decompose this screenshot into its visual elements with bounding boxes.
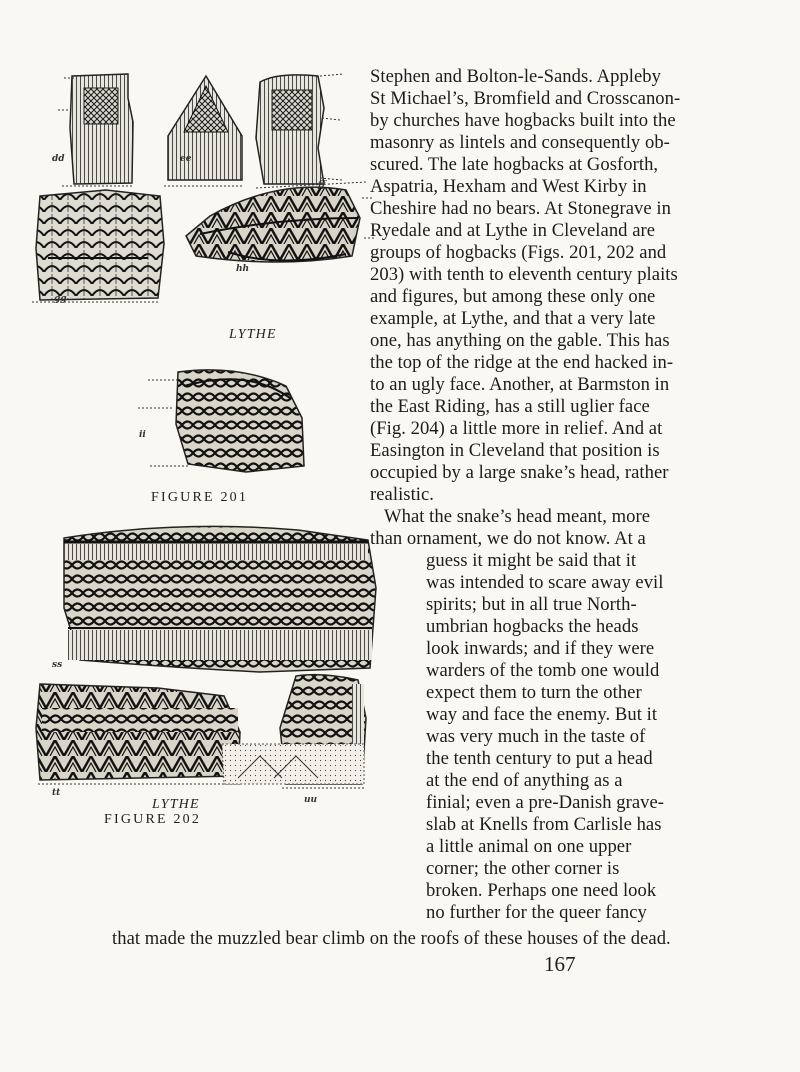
fig202-end-tt — [36, 684, 242, 784]
text-line: to an ugly face. Another, at Barmston in — [370, 374, 670, 395]
text-line: What the snake’s head meant, more — [384, 506, 650, 527]
text-line: finial; even a pre-Danish grave- — [426, 792, 665, 813]
fig201-label-ii: ii — [139, 430, 146, 440]
text-line: at the end of anything as a — [426, 770, 623, 791]
text-line: Cheshire had no bears. At Stonegrave in — [370, 198, 671, 219]
text-line: realistic. — [370, 484, 434, 505]
fig201-label-gg: gg — [54, 294, 67, 304]
fig202-label-uu: uu — [304, 795, 318, 805]
fig201-label-dd: dd — [52, 154, 65, 164]
text-line: occupied by a large snake’s head, rather — [370, 462, 669, 483]
text-line: umbrian hogbacks the heads — [426, 616, 639, 637]
figure-illustrations — [28, 68, 388, 858]
text-line: 203) with tenth to eleventh century plaits — [370, 264, 678, 285]
text-line: Ryedale and at Lythe in Cleveland are — [370, 220, 656, 241]
text-line: masonry as lintels and consequently ob- — [370, 132, 670, 153]
text-line: corner; the other corner is — [426, 858, 620, 879]
text-line: broken. Perhaps one need look — [426, 880, 657, 901]
fig202-label-ss: ss — [52, 660, 63, 670]
text-line: than ornament, we do not know. At a — [370, 528, 646, 549]
text-line: no further for the queer fancy — [426, 902, 647, 923]
text-line: a little animal on one upper — [426, 836, 632, 857]
text-line: the tenth century to put a head — [426, 748, 653, 769]
fig201-gable-dd — [58, 74, 133, 186]
text-line: and figures, but among these only one — [370, 286, 656, 307]
text-line: Stephen and Bolton-le-Sands. Appleby — [370, 66, 662, 87]
text-line: way and face the enemy. But it — [426, 704, 658, 725]
text-line: one, has anything on the gable. This has — [370, 330, 670, 351]
fig201-ii — [138, 370, 304, 472]
text-line: was very much in the taste of — [426, 726, 646, 747]
fig202-gable-uu — [222, 675, 366, 788]
text-line: look inwards; and if they were — [426, 638, 655, 659]
text-line: spirits; but in all true North- — [426, 594, 637, 615]
text-line: by churches have hogbacks built into the — [370, 110, 676, 131]
text-line: that made the muzzled bear climb on the roofs of these houses of the dead. — [112, 928, 671, 949]
text-line: the East Riding, has a still uglier face — [370, 396, 650, 417]
text-line: example, at Lythe, and that a very late — [370, 308, 656, 329]
text-line: guess it might be said that it — [426, 550, 637, 571]
fig202-label-tt: tt — [52, 788, 61, 798]
text-line: warders of the tomb one would — [426, 660, 660, 681]
fig201-gable-ee — [164, 76, 244, 186]
text-line: expect them to turn the other — [426, 682, 642, 703]
text-line: (Fig. 204) a little more in relief. And at — [370, 418, 663, 439]
text-line: Aspatria, Hexham and West Kirby in — [370, 176, 647, 197]
fig201-label-hh: hh — [236, 264, 250, 274]
page-number: 167 — [544, 952, 576, 976]
fig201-place-label: LYTHE — [229, 327, 277, 342]
fig201-label-ff: ff — [318, 180, 326, 190]
text-line: Easington in Cleveland that position is — [370, 440, 660, 461]
text-line: St Michael’s, Bromfield and Crosscanon- — [370, 88, 681, 109]
text-line: was intended to scare away evil — [426, 572, 664, 593]
text-line: groups of hogbacks (Figs. 201, 202 and — [370, 242, 667, 263]
fig201-side-hh — [186, 182, 376, 262]
fig201-label-ee: ee — [180, 154, 192, 164]
text-line: scured. The late hogbacks at Gosforth, — [370, 154, 659, 175]
fig201-gable-ff — [256, 74, 344, 184]
fig202-place-label: LYTHE — [152, 797, 200, 812]
fig201-caption: FIGURE 201 — [151, 490, 249, 505]
text-line: the top of the ridge at the end hacked in- — [370, 352, 674, 373]
fig202-caption: FIGURE 202 — [104, 812, 202, 827]
fig202-hogback-ss — [64, 526, 376, 672]
fig201-end-gg — [32, 190, 164, 302]
text-line: slab at Knells from Carlisle has — [426, 814, 662, 835]
